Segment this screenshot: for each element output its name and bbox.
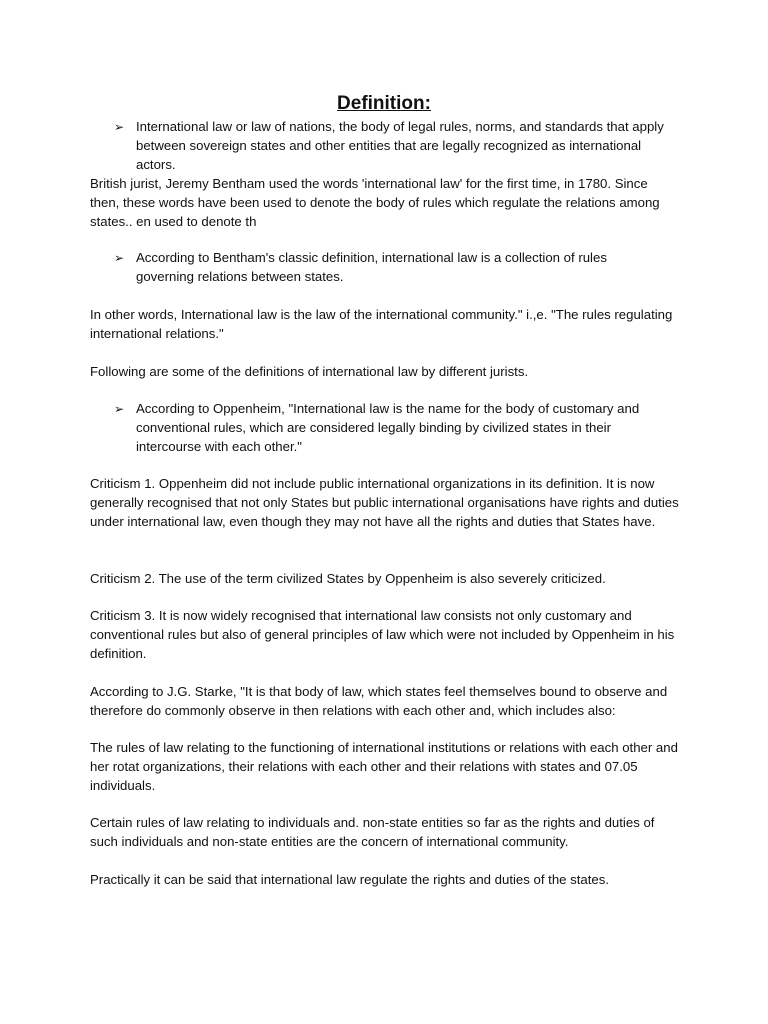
bullet-text: According to Bentham's classic definition, international law is a collection of rules governing relations between states. [136,250,607,284]
paragraph-criticism-1: Criticism 1. Oppenheim did not include public international organizations in its definition. It is now generally recognised that not only States but public international organisations have rights and duties under international law, even though they may not have all the rights and duties that States have. [90,476,679,529]
paragraph-criticism-2: Criticism 2. The use of the term civilized States by Oppenheim is also severely criticized. [90,571,606,586]
paragraph-other-words: In other words, International law is the law of the international community." i.,e. "The rules regulating international relations." [90,307,673,341]
bullet-text: International law or law of nations, the body of legal rules, norms, and standards that apply between sovereign states and other entities that are legally recognized as international actors. [136,119,664,172]
document-title: Definition: [337,93,431,114]
paragraph-bentham: British jurist, Jeremy Bentham used the words 'international law' for the first time, in 1780. Since then, these words have been used to denote the body of rules which regulate the relations among states.. en used to denote th [90,176,660,229]
paragraph-criticism-3: Criticism 3. It is now widely recognised that international law consists not only customary and conventional rules but also of general principles of law which were not included by Oppenheim in his definition. [90,608,675,661]
bullet-text: According to Oppenheim, "International law is the name for the body of customary and conventional rules, which are considered legally binding by civilized states in their intercourse with each other." [136,401,640,454]
paragraph-certain-rules: Certain rules of law relating to individuals and. non-state entities so far as the rights and duties of such individuals and non-state entities are the concern of international community. [90,815,655,849]
paragraph-following: Following are some of the definitions of international law by different jurists. [90,364,529,379]
paragraph-practically: Practically it can be said that international law regulate the rights and duties of the states. [90,872,610,887]
bullet-arrow-icon: ➢ [114,402,125,416]
paragraph-rules-of-law: The rules of law relating to the functioning of international institutions or relations with each other and her rotat organizations, their relations with each other and their relations with states and 07.05 individuals. [90,740,678,793]
bullet-arrow-icon: ➢ [114,120,125,134]
paragraph-starke: According to J.G. Starke, "It is that body of law, which states feel themselves bound to observe and therefore do commonly observe in then relations with each other and, which includes also: [90,684,668,718]
bullet-arrow-icon: ➢ [114,251,125,265]
